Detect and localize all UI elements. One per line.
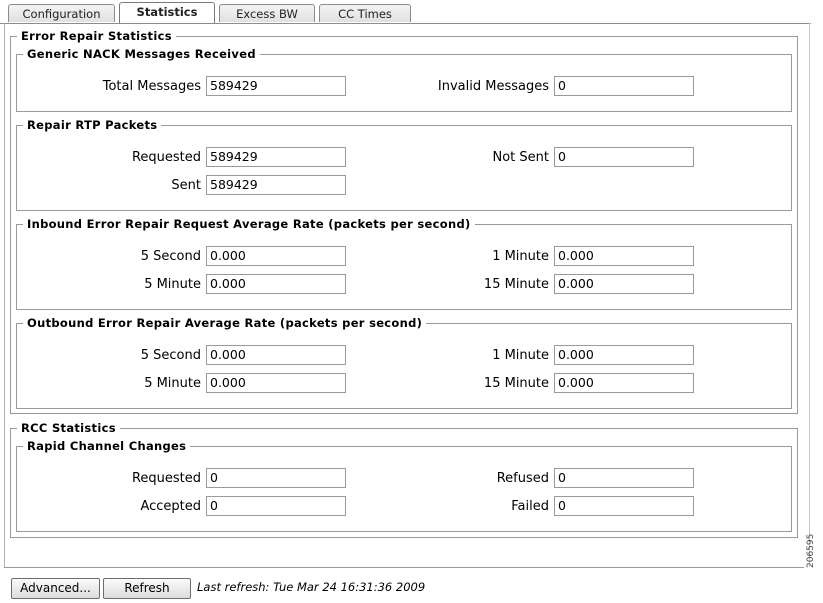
rcc-title: RCC Statistics xyxy=(17,420,120,436)
tab-statistics[interactable]: Statistics xyxy=(119,2,215,23)
inbound-15min-field[interactable]: 0.000 xyxy=(554,274,694,294)
figure-id: 206595 xyxy=(806,533,816,568)
rcc-refused-label: Refused xyxy=(496,471,549,486)
inbound-5min-field[interactable]: 0.000 xyxy=(206,274,346,294)
inbound-rate-group xyxy=(16,217,792,310)
inbound-1min-label: 1 Minute xyxy=(492,249,549,264)
repair-rtp-group xyxy=(16,118,792,211)
rcc-failed-label: Failed xyxy=(511,499,549,514)
invalid-messages-field[interactable]: 0 xyxy=(554,76,694,96)
repair-rtp-title: Repair RTP Packets xyxy=(23,117,161,133)
rtp-not-sent-label: Not Sent xyxy=(492,150,549,165)
panel-right-border xyxy=(809,23,810,567)
rcc-refused-field[interactable]: 0 xyxy=(554,468,694,488)
outbound-rate-title: Outbound Error Repair Average Rate (packets per second) xyxy=(23,315,426,331)
inbound-5min-label: 5 Minute xyxy=(144,277,201,292)
panel-left-border xyxy=(4,23,5,567)
generic-nack-title: Generic NACK Messages Received xyxy=(23,46,260,62)
inbound-5sec-label: 5 Second xyxy=(140,249,201,264)
invalid-messages-label: Invalid Messages xyxy=(437,79,549,94)
tab-configuration[interactable]: Configuration xyxy=(8,4,115,22)
outbound-15min-label: 15 Minute xyxy=(483,376,549,391)
outbound-5min-field[interactable]: 0.000 xyxy=(206,373,346,393)
rcc-accepted-label: Accepted xyxy=(140,499,201,514)
rtp-not-sent-field[interactable]: 0 xyxy=(554,147,694,167)
inbound-5sec-field[interactable]: 0.000 xyxy=(206,246,346,266)
rapid-channel-title: Rapid Channel Changes xyxy=(23,438,190,454)
total-messages-label: Total Messages xyxy=(102,79,201,94)
inbound-1min-field[interactable]: 0.000 xyxy=(554,246,694,266)
tab-excess-bw[interactable]: Excess BW xyxy=(219,4,315,22)
advanced-button[interactable]: Advanced... xyxy=(11,578,100,599)
outbound-5sec-field[interactable]: 0.000 xyxy=(206,345,346,365)
inbound-15min-label: 15 Minute xyxy=(483,277,549,292)
outbound-rate-group xyxy=(16,316,792,409)
outbound-5sec-label: 5 Second xyxy=(140,348,201,363)
total-messages-field[interactable]: 589429 xyxy=(206,76,346,96)
last-refresh-text: Last refresh: Tue Mar 24 16:31:36 2009 xyxy=(197,580,426,594)
inbound-rate-title: Inbound Error Repair Request Average Rate (packets per second) xyxy=(23,216,475,232)
error-repair-title: Error Repair Statistics xyxy=(17,28,176,44)
rapid-channel-group xyxy=(16,439,792,532)
rtp-requested-field[interactable]: 589429 xyxy=(206,147,346,167)
rcc-accepted-field[interactable]: 0 xyxy=(206,496,346,516)
footer-divider xyxy=(4,567,804,568)
rcc-failed-field[interactable]: 0 xyxy=(554,496,694,516)
rtp-requested-label: Requested xyxy=(131,150,201,165)
tab-divider xyxy=(0,23,811,24)
outbound-1min-field[interactable]: 0.000 xyxy=(554,345,694,365)
rtp-sent-field[interactable]: 589429 xyxy=(206,175,346,195)
outbound-15min-field[interactable]: 0.000 xyxy=(554,373,694,393)
rcc-requested-field[interactable]: 0 xyxy=(206,468,346,488)
rtp-sent-label: Sent xyxy=(171,178,201,193)
outbound-5min-label: 5 Minute xyxy=(144,376,201,391)
rcc-requested-label: Requested xyxy=(131,471,201,486)
refresh-button[interactable]: Refresh xyxy=(103,578,191,599)
outbound-1min-label: 1 Minute xyxy=(492,348,549,363)
tab-cc-times[interactable]: CC Times xyxy=(319,4,411,22)
